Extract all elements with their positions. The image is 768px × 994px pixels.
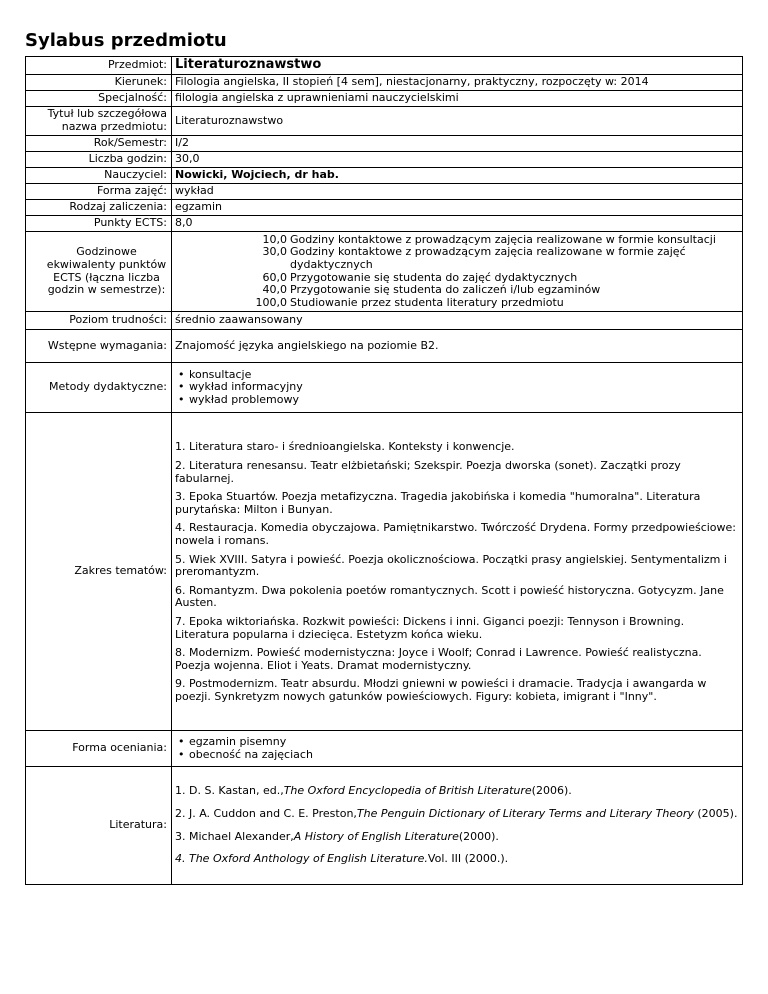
label-godzinowe-line1: Godzinowe [76,245,137,259]
ects-desc: Przygotowanie się studenta do zaliczeń i/lub egzaminów [290,283,601,297]
page-title: Sylabus przedmiotu [25,30,227,51]
row-liczba-godzin [26,152,743,168]
value-godzinowe [172,232,743,312]
label-poziom-trudnosci: Poziom trudności: [26,312,172,330]
value-rok: I/2 [172,136,743,152]
topic-item: 6. Romantyzm. Dwa pokolenia poetów romantycznych. Scott i powieść historyczna. Gotycyzm. Jane Austen. [175,583,724,610]
row-punkty-ects [26,216,743,232]
label-godzinowe [26,232,172,312]
label-wstepne-wymagania: Wstępne wymagania: [26,330,172,363]
literature-author: 3. Michael Alexander, [175,829,294,843]
label-kierunek: Kierunek: [26,75,172,91]
list-item: • konsultacje [189,369,739,382]
label-zakres-tematow: Zakres tematów: [26,413,172,731]
row-kierunek [26,75,743,91]
literature-year: (2000). [458,829,499,843]
label-tytul-line1: Tytuł lub szczegółowa [47,107,167,121]
topic-item: 3. Epoka Stuartów. Poezja metafizyczna. Tragedia jakobińska i komedia "humoralna". Literatura purytańska: Milton i Bunyan. [175,490,701,516]
label-tytul-line2: nazwa przedmiotu: [61,120,167,133]
literature-year: Vol. III (2000.). [427,852,509,866]
label-godzinowe-line3: ECTS (łączna liczba [53,270,160,284]
label-godzinowe-line2: ekwiwalenty punktów [46,257,167,271]
value-forma-zajec: wykład [172,184,743,200]
row-tytul [26,107,743,136]
value-wstepne-wymagania: Znajomość języka angielskiego na poziomie B2. [172,330,743,363]
value-liczba-godzin: 30,0 [172,152,743,168]
row-poziom-trudnosci [26,312,743,330]
ects-desc: Studiowanie przez studenta literatury przedmiotu [290,295,564,309]
row-specjalnosc [26,91,743,107]
literature-title: 4. The Oxford Anthology of English Literature. [175,852,428,866]
value-rodzaj-zaliczenia: egzamin [172,200,743,216]
label-literatura: Literatura: [26,767,172,885]
label-metody-dydaktyczne: Metody dydaktyczne: [26,363,172,413]
ects-hours: 10,0 [262,232,287,246]
ects-hours: 30,0 [262,245,287,259]
value-forma-oceniania [172,731,743,767]
literature-author: 2. J. A. Cuddon and C. E. Preston, [175,806,357,820]
topic-item: 4. Restauracja. Komedia obyczajowa. Pamiętnikarstwo. Twórczość Drydena. Formy przedpowieściowe: nowela i romans. [175,521,736,548]
value-specjalnosc: filologia angielska z uprawnieniami nauczycielskimi [172,91,743,107]
value-punkty-ects: 8,0 [172,216,743,232]
ects-hours: 100,0 [255,295,287,309]
label-rok: Rok/Semestr: [26,136,172,152]
label-forma-zajec: Forma zajęć: [26,184,172,200]
value-nauczyciel: Nowicki, Wojciech, dr hab. [172,168,743,184]
label-tytul [26,107,172,136]
label-specjalnosc: Specjalność: [26,91,172,107]
value-literatura [172,767,743,885]
label-przedmiot: Przedmiot: [26,57,172,75]
value-kierunek: Filologia angielska, II stopień [4 sem], niestacjonarny, praktyczny, rozpoczęty w: 2014 [172,75,743,91]
literature-year: (2005). [693,806,738,820]
row-zakres-tematow [26,413,743,731]
list-item: • wykład problemowy [189,394,739,407]
list-item: • obecność na zajęciach [189,749,739,762]
row-przedmiot [26,57,743,75]
topic-item: 2. Literatura renesansu. Teatr elżbietański; Szekspir. Poezja dworska (sonet). Zaczątki prozy fabularnej. [175,459,681,485]
row-forma-zajec [26,184,743,200]
row-nauczyciel [26,168,743,184]
literature-title: A History of English Literature [293,829,459,843]
ects-desc: Przygotowanie się studenta do zajęć dydaktycznych [290,270,578,284]
row-wstepne-wymagania [26,330,743,363]
label-godzinowe-line4: godzin w semestrze): [47,283,166,297]
ects-breakdown [175,234,739,310]
ocenianie-list [175,736,739,761]
label-forma-oceniania: Forma oceniania: [26,731,172,767]
syllabus-table [25,56,743,885]
list-item: • egzamin pisemny [189,736,739,749]
row-forma-oceniania [26,731,743,767]
ects-desc: Godziny kontaktowe z prowadzącym zajęcia realizowane w formie konsultacji [290,232,716,246]
ects-hours: 60,0 [262,270,287,284]
literature-item [175,808,739,821]
topic-item: 9. Postmodernizm. Teatr absurdu. Młodzi gniewni w powieści i dramacie. Tradycja i awangarda w poezji. Synkretyzm nowych gatunków powieściowych. Figury: kobieta, imigrant i "Inny". [175,677,707,703]
literature-year: (2006). [531,784,572,798]
row-metody-dydaktyczne [26,363,743,413]
label-nauczyciel: Nauczyciel: [26,168,172,184]
row-literatura [26,767,743,885]
row-godzinowe [26,232,743,312]
label-punkty-ects: Punkty ECTS: [26,216,172,232]
literature-title: The Oxford Encyclopedia of British Literature [283,784,532,798]
label-liczba-godzin: Liczba godzin: [26,152,172,168]
list-item: • wykład informacyjny [189,381,739,394]
topic-item: 5. Wiek XVIII. Satyra i powieść. Poezja okolicznościowa. Początki prasy angielskiej. Sentymentalizm i preromantyzm. [175,552,727,579]
literature-item [175,853,739,866]
value-poziom-trudnosci: średnio zaawansowany [172,312,743,330]
row-rodzaj-zaliczenia [26,200,743,216]
metody-list [175,369,739,407]
literature-title: The Penguin Dictionary of Literary Terms and Literary Theory [356,806,694,820]
literature-item [175,785,739,798]
value-tytul: Literaturoznawstwo [172,107,743,136]
value-zakres-tematow [172,413,743,731]
literature-author: 1. D. S. Kastan, ed., [175,784,284,798]
value-przedmiot: Literaturoznawstwo [172,57,743,75]
value-metody-dydaktyczne [172,363,743,413]
label-rodzaj-zaliczenia: Rodzaj zaliczenia: [26,200,172,216]
literature-item [175,831,739,844]
topic-item: 7. Epoka wiktoriańska. Rozkwit powieści: Dickens i inni. Giganci poezji: Tennyson i Browning. Literatura popularna i dziecięca. Estetyzm końca wieku. [175,614,685,641]
ects-desc: Godziny kontaktowe z prowadzącym zajęcia realizowane w formie zajęć dydaktycznych [290,245,686,271]
row-rok [26,136,743,152]
ects-hours: 40,0 [262,283,287,297]
topic-item: 8. Modernizm. Powieść modernistyczna: Joyce i Woolf; Conrad i Lawrence. Powieść realistyczna. Poezja wojenna. Eliot i Yeats. Dramat modernistyczny. [175,646,702,672]
topic-item: 1. Literatura staro- i średnioangielska. Konteksty i konwencje. [175,440,515,454]
